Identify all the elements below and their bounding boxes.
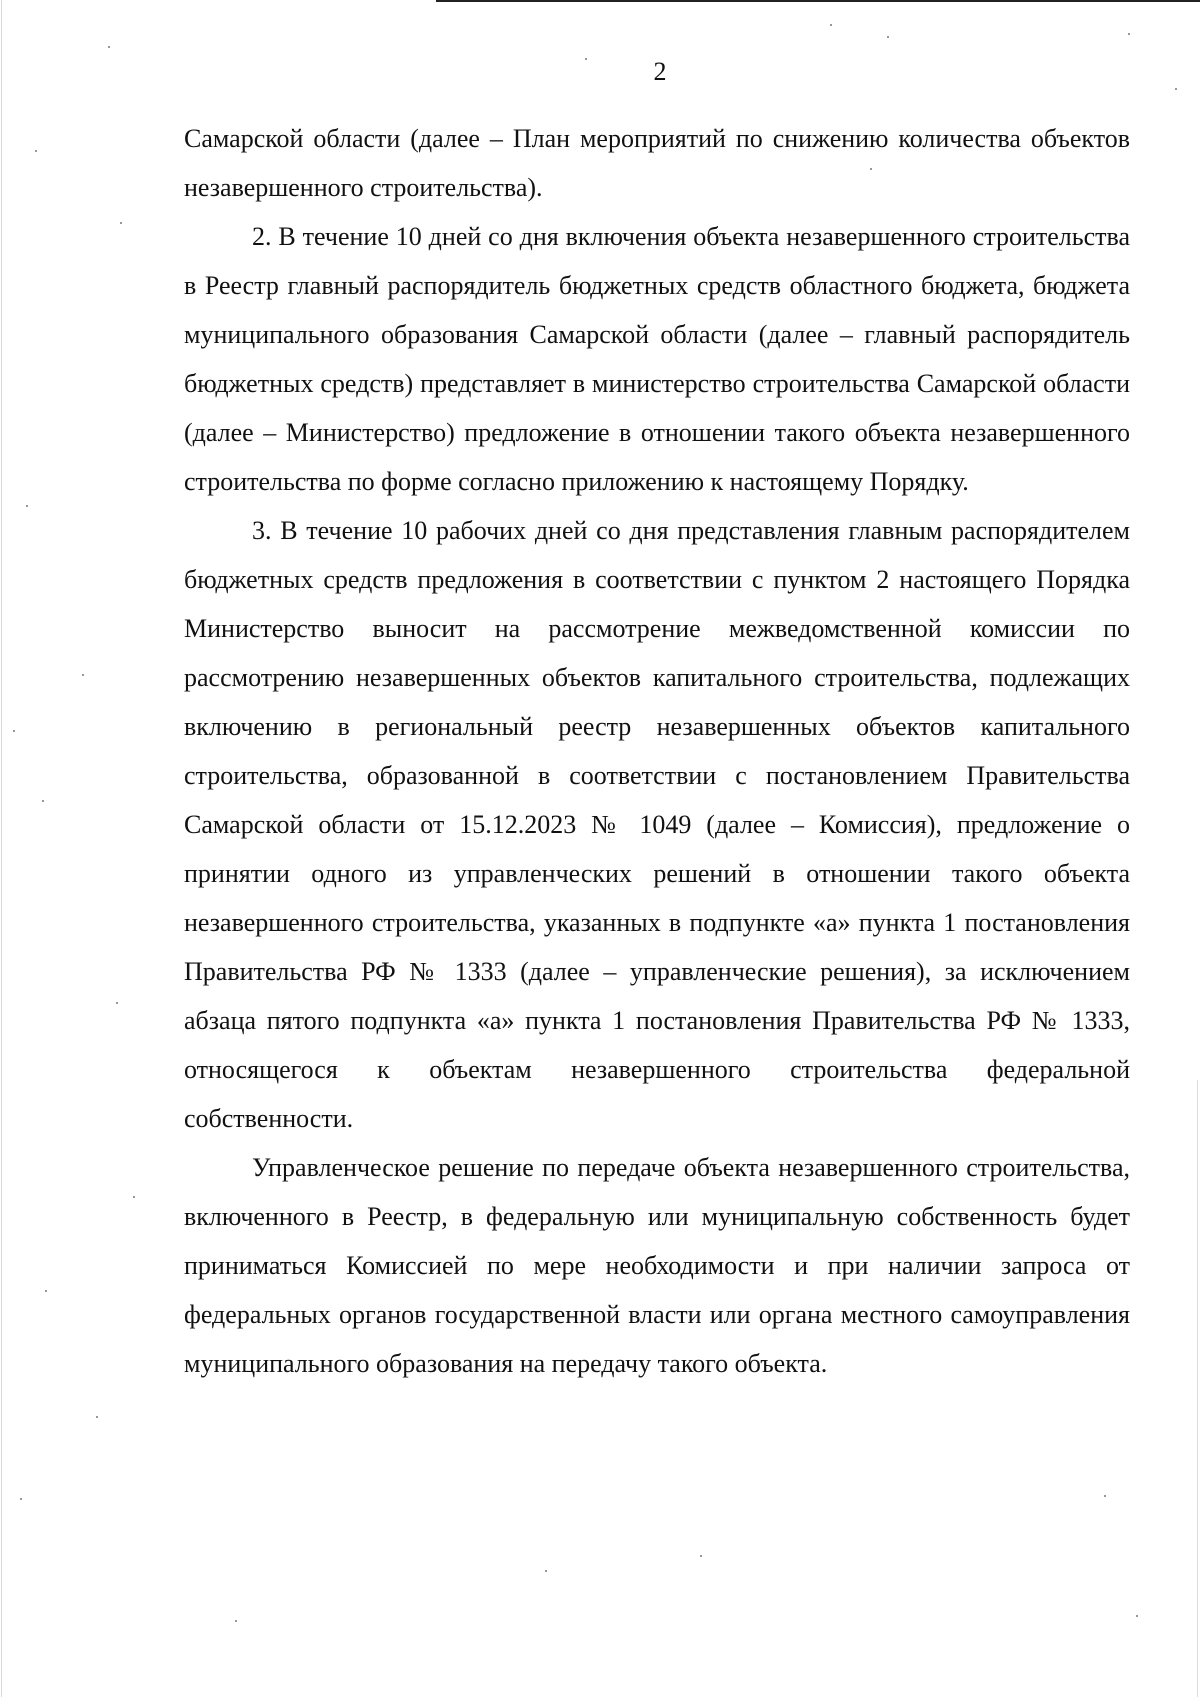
paragraph-continuation: Самарской области (далее – План мероприятий по снижению количества объектов незавершенного строительства).	[184, 124, 1130, 202]
page-number: 2	[653, 57, 667, 86]
scan-top-edge	[436, 0, 1200, 2]
document-body	[184, 114, 1130, 1388]
paragraph-item-3: 3. В течение 10 рабочих дней со дня представления главным распорядителем бюджетных средств предложения в соответствии с пунктом 2 настоящего Порядка Министерство выносит на рассмотрение межведомственной комиссии по рассмотрению незавершенных объектов капитального строительства, подлежащих включению в региональный реестр незавершенных объектов капитального строительства, образованной в соответствии с постановлением Правительства Самарской области от 15.12.2023 № 1049 (далее – Комиссия), предложение о принятии одного из управленческих решений в отношении такого объекта незавершенного строительства, указанных в подпункте «а» пункта 1 постановления Правительства РФ № 1333 (далее – управленческие решения), за исключением абзаца пятого подпункта «а» пункта 1 постановления Правительства РФ № 1333, относящегося к объектам незавершенного строительства федеральной собственности.	[184, 516, 1130, 1133]
scan-right-edge	[1197, 1080, 1198, 1697]
paragraph-management-decision: Управленческое решение по передаче объекта незавершенного строительства, включенного в Реестр, в федеральную или муниципальную собственность будет приниматься Комиссией по мере необходимости и при наличии запроса от федеральных органов государственной власти или органа местного самоуправления муниципального образования на передачу такого объекта.	[184, 1153, 1130, 1378]
paragraph-item-2: 2. В течение 10 дней со дня включения объекта незавершенного строительства в Реестр главный распорядитель бюджетных средств областного бюджета, бюджета муниципального образования Самарской области (далее – главный распорядитель бюджетных средств) представляет в министерство строительства Самарской области (далее – Министерство) предложение в отношении такого объекта незавершенного строительства по форме согласно приложению к настоящему Порядку.	[184, 222, 1130, 496]
scan-left-edge	[1, 0, 2, 1697]
